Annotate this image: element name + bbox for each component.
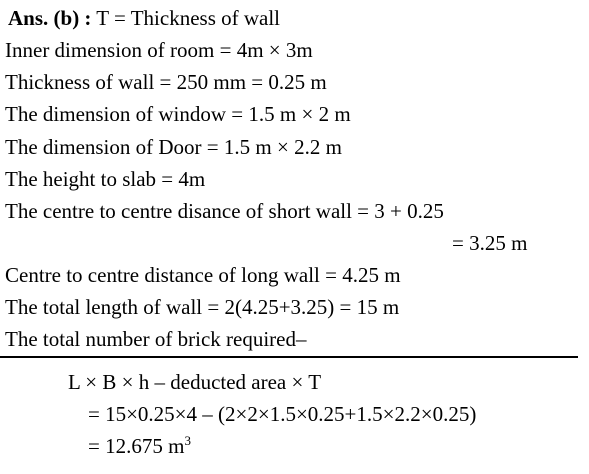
slab-height-line: The height to slab = 4m (5, 167, 206, 191)
wall-thickness-line: Thickness of wall = 250 mm = 0.25 m (5, 70, 327, 94)
divider-rule (0, 356, 578, 358)
thickness-definition: T = Thickness of wall (91, 6, 281, 30)
inner-dimension-line: Inner dimension of room = 4m × 3m (5, 38, 313, 62)
long-wall-distance-line: Centre to centre distance of long wall = 4.25 m (5, 263, 401, 287)
formula-result (88, 433, 191, 458)
window-dimension-line: The dimension of window = 1.5 m × 2 m (5, 102, 351, 126)
answer-heading (8, 8, 280, 29)
formula-substitution: = 15×0.25×4 – (2×2×1.5×0.25+1.5×2.2×0.25) (88, 402, 477, 426)
brick-required-line: The total number of brick required– (5, 327, 307, 351)
formula-expression: L × B × h – deducted area × T (68, 370, 322, 394)
short-wall-result-line: = 3.25 m (452, 231, 528, 255)
formula-result-value: = 12.675 m (88, 434, 185, 458)
cubic-exponent: 3 (184, 433, 191, 448)
short-wall-distance-line: The centre to centre disance of short wall = 3 + 0.25 (5, 199, 444, 223)
answer-label: Ans. (b) : (8, 6, 92, 30)
total-wall-length-line: The total length of wall = 2(4.25+3.25) = 15 m (5, 295, 400, 319)
door-dimension-line: The dimension of Door = 1.5 m × 2.2 m (5, 135, 342, 159)
